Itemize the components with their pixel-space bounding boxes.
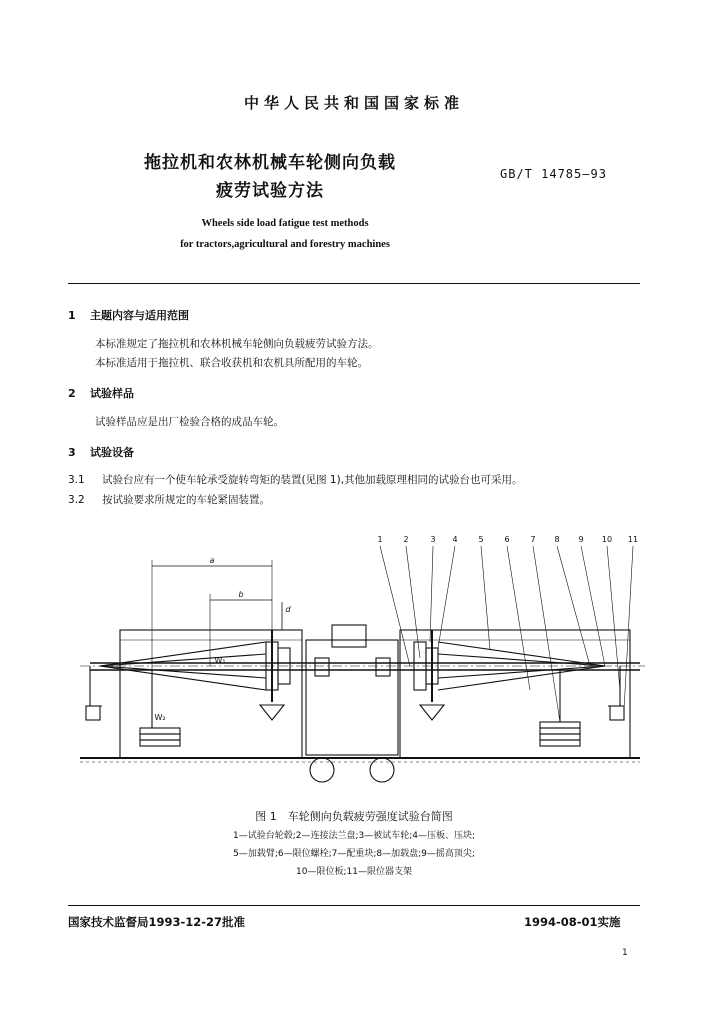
paragraph: 本标准规定了拖拉机和农林机械车轮侧向负载疲劳试验方法。 (95, 338, 379, 350)
standard-number: GB/T 14785—93 (500, 167, 607, 181)
callout-label: 6 (504, 535, 510, 544)
subsection-3-2 (68, 492, 270, 507)
weight-w1-label: W₁ (214, 656, 226, 665)
paragraph: 试验样品应是出厂检验合格的成品车轮。 (95, 416, 284, 428)
dimension-b-label: b (238, 590, 244, 599)
figure-legend-line3: 10—限位板;11—限位器支架 (296, 867, 412, 877)
callout-label: 3 (430, 535, 436, 544)
section-number: 1 (68, 309, 76, 322)
callout-label: 2 (403, 535, 409, 544)
footer-rule (68, 905, 640, 906)
callout-label: 11 (627, 535, 639, 544)
section-title: 试验设备 (90, 446, 134, 459)
dimension-d-label: d (285, 605, 291, 614)
standard-org-title: 中华人民共和国国家标准 (243, 94, 464, 112)
title-cn-line1: 拖拉机和农林机械车轮侧向负载 (144, 153, 396, 173)
figure-legend-line1: 1—试验台轮毂;2—连接法兰盘;3—被试车轮;4—压板、压块; (232, 831, 476, 841)
weight-w2-label: W₂ (154, 713, 166, 722)
implementation-line: 1994-08-01实施 (524, 915, 621, 929)
callout-label: 5 (478, 535, 484, 544)
callout-label: 4 (452, 535, 458, 544)
subsection-text: 按试验要求所规定的车轮紧固装置。 (102, 494, 270, 506)
callout-label: 8 (554, 535, 560, 544)
section-number: 2 (68, 387, 76, 400)
subsection-3-1 (68, 472, 523, 487)
header-rule (68, 283, 640, 284)
page-number: 1 (622, 948, 628, 958)
subsection-number: 3.1 (68, 474, 85, 486)
callout-label: 10 (601, 535, 613, 544)
title-en-line2: for tractors,agricultural and forestry machines (180, 239, 390, 250)
figure-caption: 图 1 车轮侧向负载疲劳强度试验台简图 (255, 810, 453, 823)
callout-label: 1 (377, 535, 383, 544)
approval-line: 国家技术监督局1993-12-27批准 (68, 915, 246, 929)
callout-label: 9 (578, 535, 584, 544)
section-number: 3 (68, 446, 76, 459)
section-3-heading (68, 444, 134, 460)
title-en-line1: Wheels side load fatigue test methods (201, 218, 369, 229)
section-title: 试验样品 (90, 387, 134, 400)
dimension-a-label: a (209, 556, 215, 565)
test-rig-diagram (60, 530, 650, 800)
paragraph: 本标准适用于拖拉机、联合收获机和农机具所配用的车轮。 (95, 357, 368, 369)
title-cn-line2: 疲劳试验方法 (216, 181, 324, 201)
subsection-text: 试验台应有一个使车轮承受旋转弯矩的装置(见图 1),其他加载原理相同的试验台也可采用。 (102, 474, 523, 486)
section-title: 主题内容与适用范围 (90, 309, 189, 322)
figure-legend-line2: 5—加载臂;6—限位螺栓;7—配重块;8—加载盘;9—摇高顶尖; (233, 849, 475, 859)
subsection-number: 3.2 (68, 494, 85, 506)
section-2-heading (68, 385, 134, 401)
section-1-heading (68, 307, 189, 323)
callout-label: 7 (530, 535, 536, 544)
